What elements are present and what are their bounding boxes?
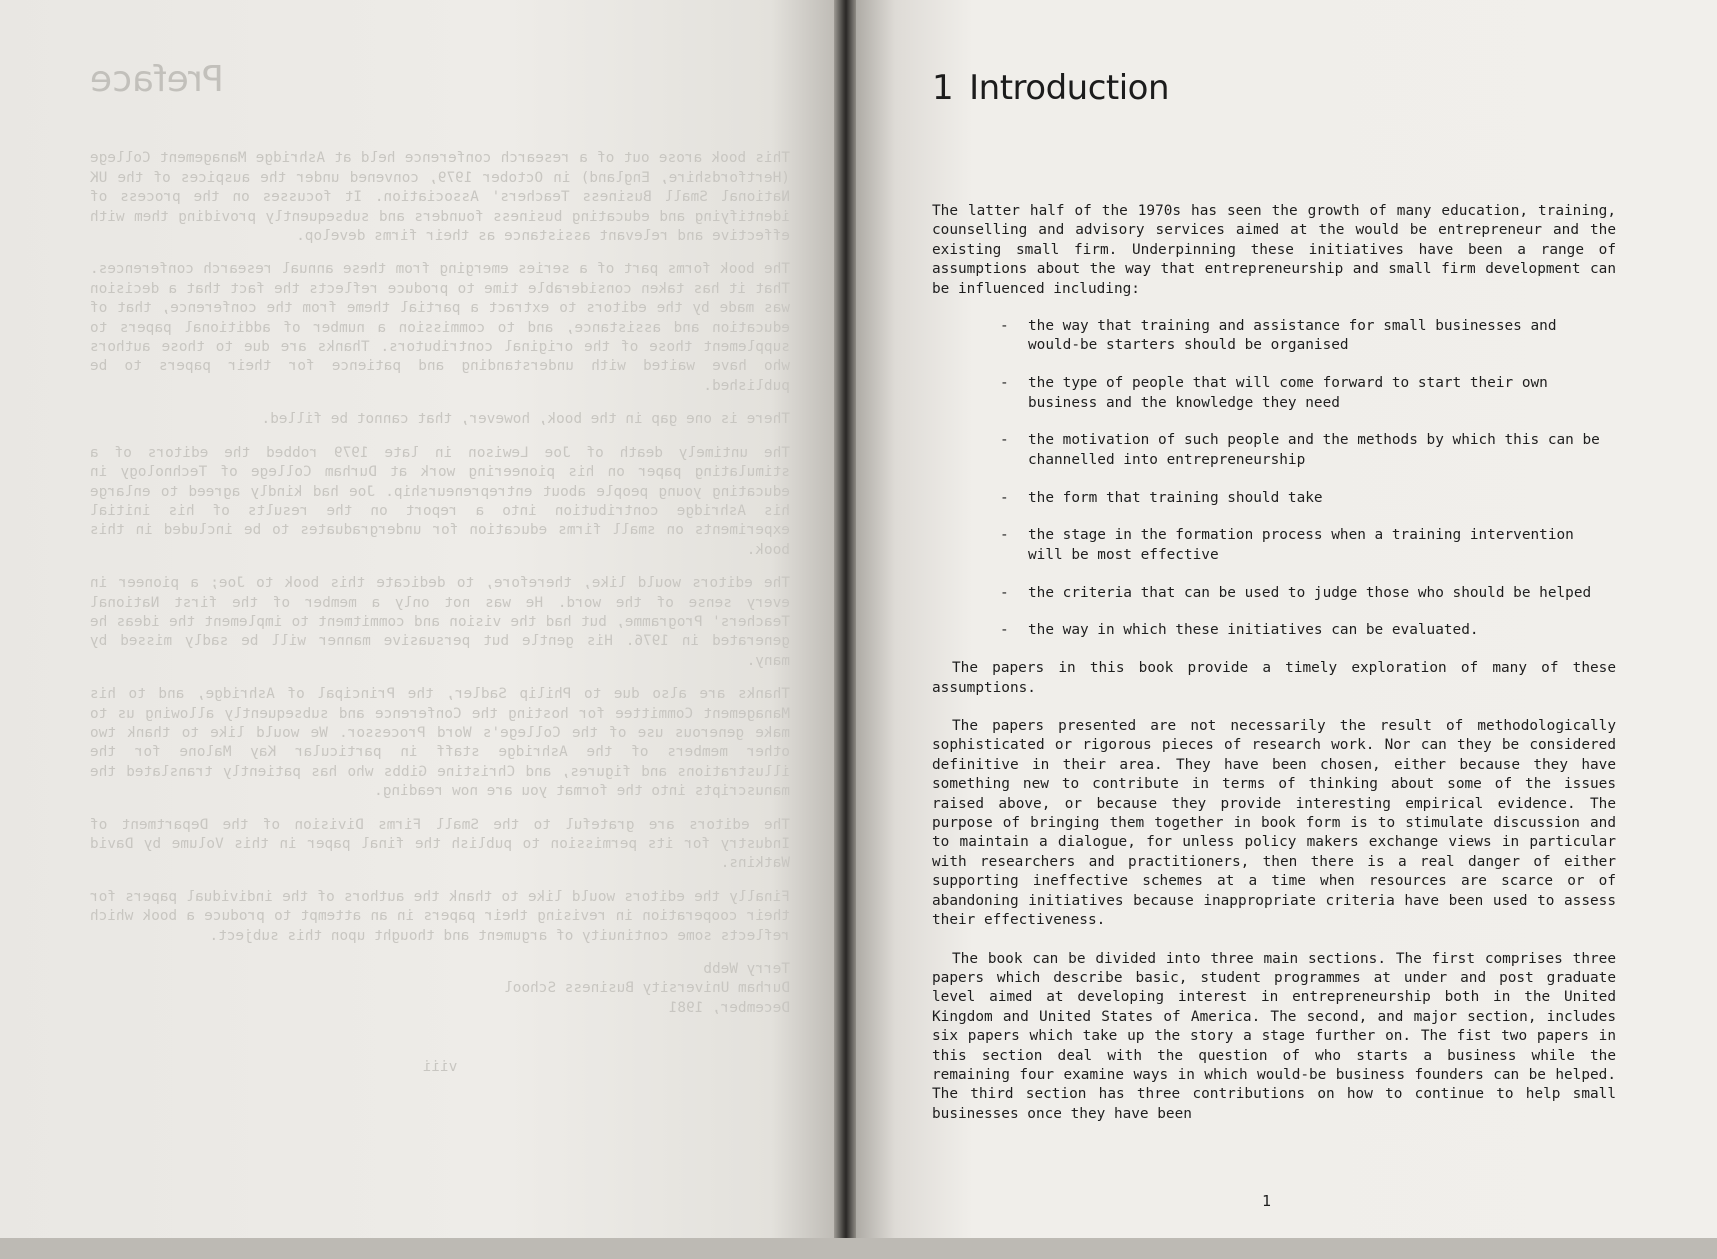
left-page-signature: Terry Webb (703, 961, 790, 978)
chapter-number: 1 (932, 68, 954, 108)
list-item: - the way that training and assistance for small businesses and would-be starters should be organised (1000, 317, 1616, 356)
left-page-title: Preface (90, 59, 224, 100)
left-page-affiliation: Durham University Business School (504, 980, 790, 997)
chapter-title: Introduction (969, 68, 1170, 108)
chapter-body (932, 202, 1616, 1124)
body-paragraph: The book can be divided into three main sections. The first comprises three papers which describe basic, student programmes at under and post graduate level aimed at developing interest in entrepreneurship both in the United Kingdom and United States of America. The second, and major section, includes six papers which take up the story a stage further on. The fist two papers in this section deal with the question of who starts a business while the remaining four examine ways in which would-be business founders can be helped. The third section has three contributions on how to continue to help small businesses once they have been (932, 950, 1616, 1122)
list-item: - the way in which these initiatives can be evaluated. (1000, 621, 1616, 640)
left-page-paragraph: The editors would like, therefore, to dedicate this book to Joe; a pioneer in every sense of the word. He was not only a member of the first National Teachers' Programme, but had the vision and commitment to implement the ideas he generated in 1976. His gentle but persuasive manner will be sadly missed by many. (90, 575, 790, 669)
list-item: - the form that training should take (1000, 489, 1616, 508)
left-page-number: viii (422, 1059, 458, 1076)
book-gutter (834, 0, 856, 1259)
intro-paragraph: The latter half of the 1970s has seen the growth of many education, training, counselling and advisory services aimed at the would be entrepreneur and the existing small firm. Underpinning these initiatives have been a range of assumptions about the way that entrepreneurship and small firm development can be influenced including: (932, 203, 1616, 297)
left-page-show-through (90, 59, 790, 1078)
body-paragraph: The papers in this book provide a timely exploration of many of these assumptions. (932, 660, 1616, 696)
body-paragraph: The papers presented are not necessarily the result of methodologically sophisticated or rigorous pieces of research work. Nor can they be considered definitive in their area. They have been chosen, either because they have something new to contribute in terms of thinking about some of the issues raised above, or because they provide interesting empirical evidence. The purpose of bringing them together in book form is to stimulate discussion and to maintain a dialogue, for unless policy makers exchange views in particular with researchers and practitioners, then there is a real danger of either supporting ineffective schemes at a time when resources are scarce or of abandoning initiatives because inappropriate criteria have been used to assess their effectiveness. (932, 718, 1616, 929)
page-edge (0, 1238, 1717, 1259)
left-page-paragraph: The editors are grateful to the Small Firms Division of the Department of Industry for its permission to publish the final paper in this Volume by David Watkins. (90, 816, 790, 872)
left-page-paragraph: The untimely death of Joe Lewison in late 1979 robbed the editors of a stimulating paper on his pioneering work at Durham College of Technology in educating young people about entrepreneurship. Joe had kindly agreed to enlarge his Ashridge contribution into a report on the results of his initial experiments on small firms education for undergraduates to be included in this book. (90, 444, 790, 558)
left-page-paragraph: This book arose out of a research conference held at Ashridge Management College (Hertfordshire, England) in October 1979, convened under the auspices of the UK National Small Business Teachers' Association. It focusses on the process of identifying and educating business founders and subsequently providing them with effective and relevant assistance as their firms develop. (90, 150, 790, 245)
left-page-paragraph: Finally the editors would like to thank the authors of the individual papers for their cooperation in revising their papers in an attempt to produce a book which reflects some continuity of argument and thought upon this subject. (90, 888, 790, 944)
left-page-paragraph: Thanks are also due to Philip Sadler, the Principal of Ashridge, and to his Management Committee for hosting the Conference and subsequently allowing us to make generous use of the College's Word Processor. We would like to thank two other members of the Ashridge staff in particular Kay Malone for the illustrations and figures, and Christine Gibbs who has patiently translated the manuscripts into the format you are now reading. (90, 686, 790, 800)
left-page-paragraph: The book forms part of a series emerging from these annual research conferences. That it has taken considerable time to produce reflects the fact that a decision was made by the editors to extract a partial theme from the conference, that of education and assistance, and to commission a number of additional papers to supplement those of the original contributors. Thanks are due to those authors who have waited with understanding and patience for their papers to be published. (90, 261, 790, 394)
left-page-paragraph: There is one gap in the book, however, that cannot be filled. (261, 411, 790, 428)
page-number: 1 (1262, 1192, 1272, 1210)
list-item: - the stage in the formation process when a training intervention will be most effective (1000, 526, 1616, 565)
left-page-date: December, 1981 (668, 999, 790, 1016)
chapter-content (932, 68, 1616, 1124)
list-item: - the type of people that will come forward to start their own business and the knowledge they need (1000, 374, 1616, 413)
list-item: - the criteria that can be used to judge those who should be helped (1000, 584, 1616, 603)
assumptions-list (932, 317, 1616, 641)
chapter-heading (932, 68, 1616, 108)
list-item: - the motivation of such people and the methods by which this can be channelled into entrepreneurship (1000, 431, 1616, 470)
left-page (0, 0, 838, 1240)
